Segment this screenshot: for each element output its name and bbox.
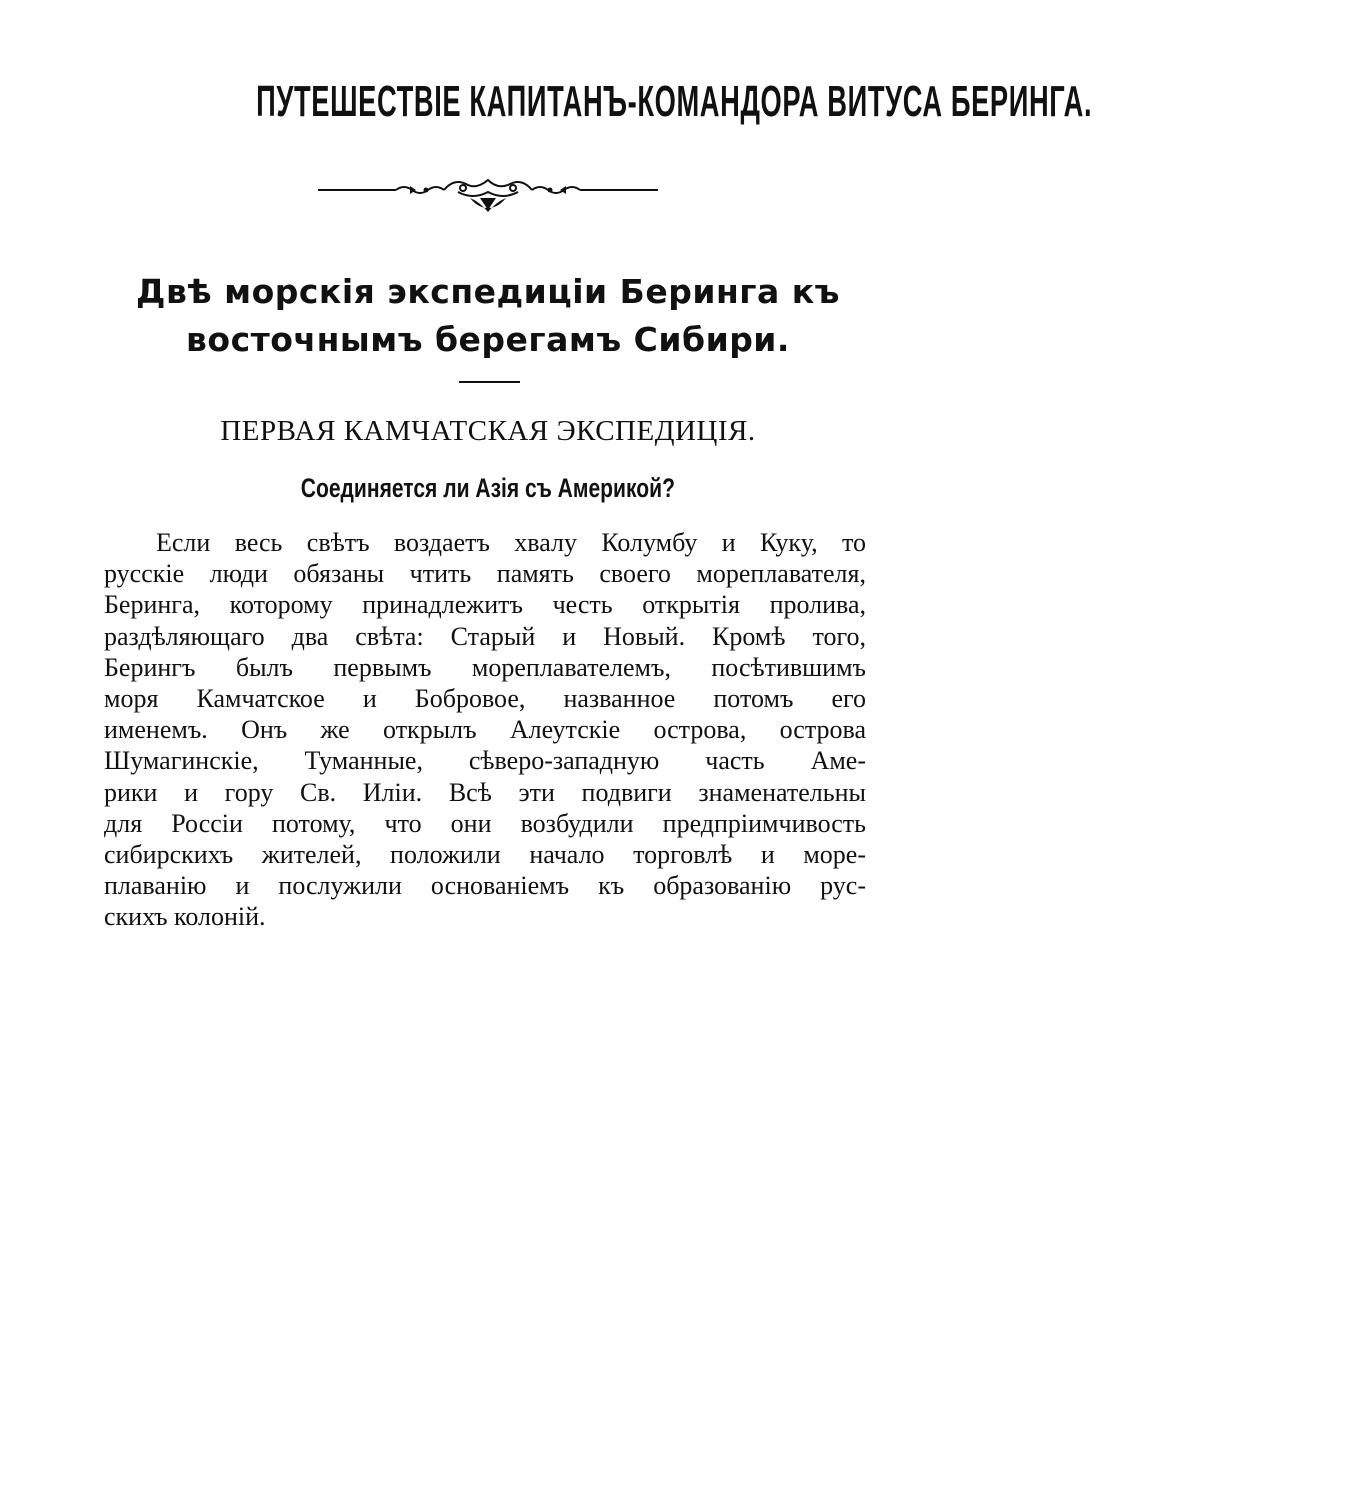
chapter-heading [90,268,886,364]
paragraph-line: скихъ колоній. [104,902,266,932]
section-title: ПЕРВАЯ КАМЧАТСКАЯ ЭКСПЕДИЦІЯ. [220,415,756,447]
page-title [0,62,1093,142]
page-title-text: ПУТЕШЕСТВІЕ КАПИТАНЪ-КОМАНДОРА ВИТУСА БЕРИНГА. [256,77,1093,126]
paragraph-line: русскіе люди обязаны чтить память своего мореплавателя, [104,559,866,589]
paragraph-line: для Россіи потому, что они возбудили предпріимчивость [104,808,866,838]
section-subtitle-text: Соединяется ли Азія съ Америкой? [300,473,676,503]
paragraph-line: Шумагинскіе, Туманные, сѣверо-западную часть Аме- [104,746,866,776]
section-divider [459,381,520,383]
paragraph-line: плаванію и послужили основаніемъ къ образованію рус- [104,871,866,901]
paragraph-line: раздѣляющаго два свѣта: Старый и Новый. Кромѣ того, [104,621,866,651]
paragraph-line: именемъ. Онъ же открылъ Алеутскіе острова, острова [104,715,866,745]
ornament-divider [318,168,658,218]
paragraph-line: моря Камчатское и Бобровое, названное потомъ его [104,683,866,713]
paragraph-line: Беринга, которому принадлежитъ честь открытія пролива, [104,590,866,620]
section-subtitle [0,466,976,510]
paragraph-line: рики и гору Св. Иліи. Всѣ эти подвиги знаменательны [104,777,866,807]
paragraph-line: Если весь свѣтъ воздаетъ хвалу Колумбу и Куку, то [156,528,866,557]
paragraph-line: Берингъ былъ первымъ мореплавателемъ, посѣтившимъ [104,652,866,682]
chapter-heading-line: Двѣ морскія экспедиціи Беринга къ [136,272,840,311]
chapter-heading-line: восточнымъ берегамъ Сибири. [186,320,790,359]
body-paragraph [104,527,866,932]
paragraph-line: сибирскихъ жителей, положили начало торговлѣ и море- [104,839,866,869]
